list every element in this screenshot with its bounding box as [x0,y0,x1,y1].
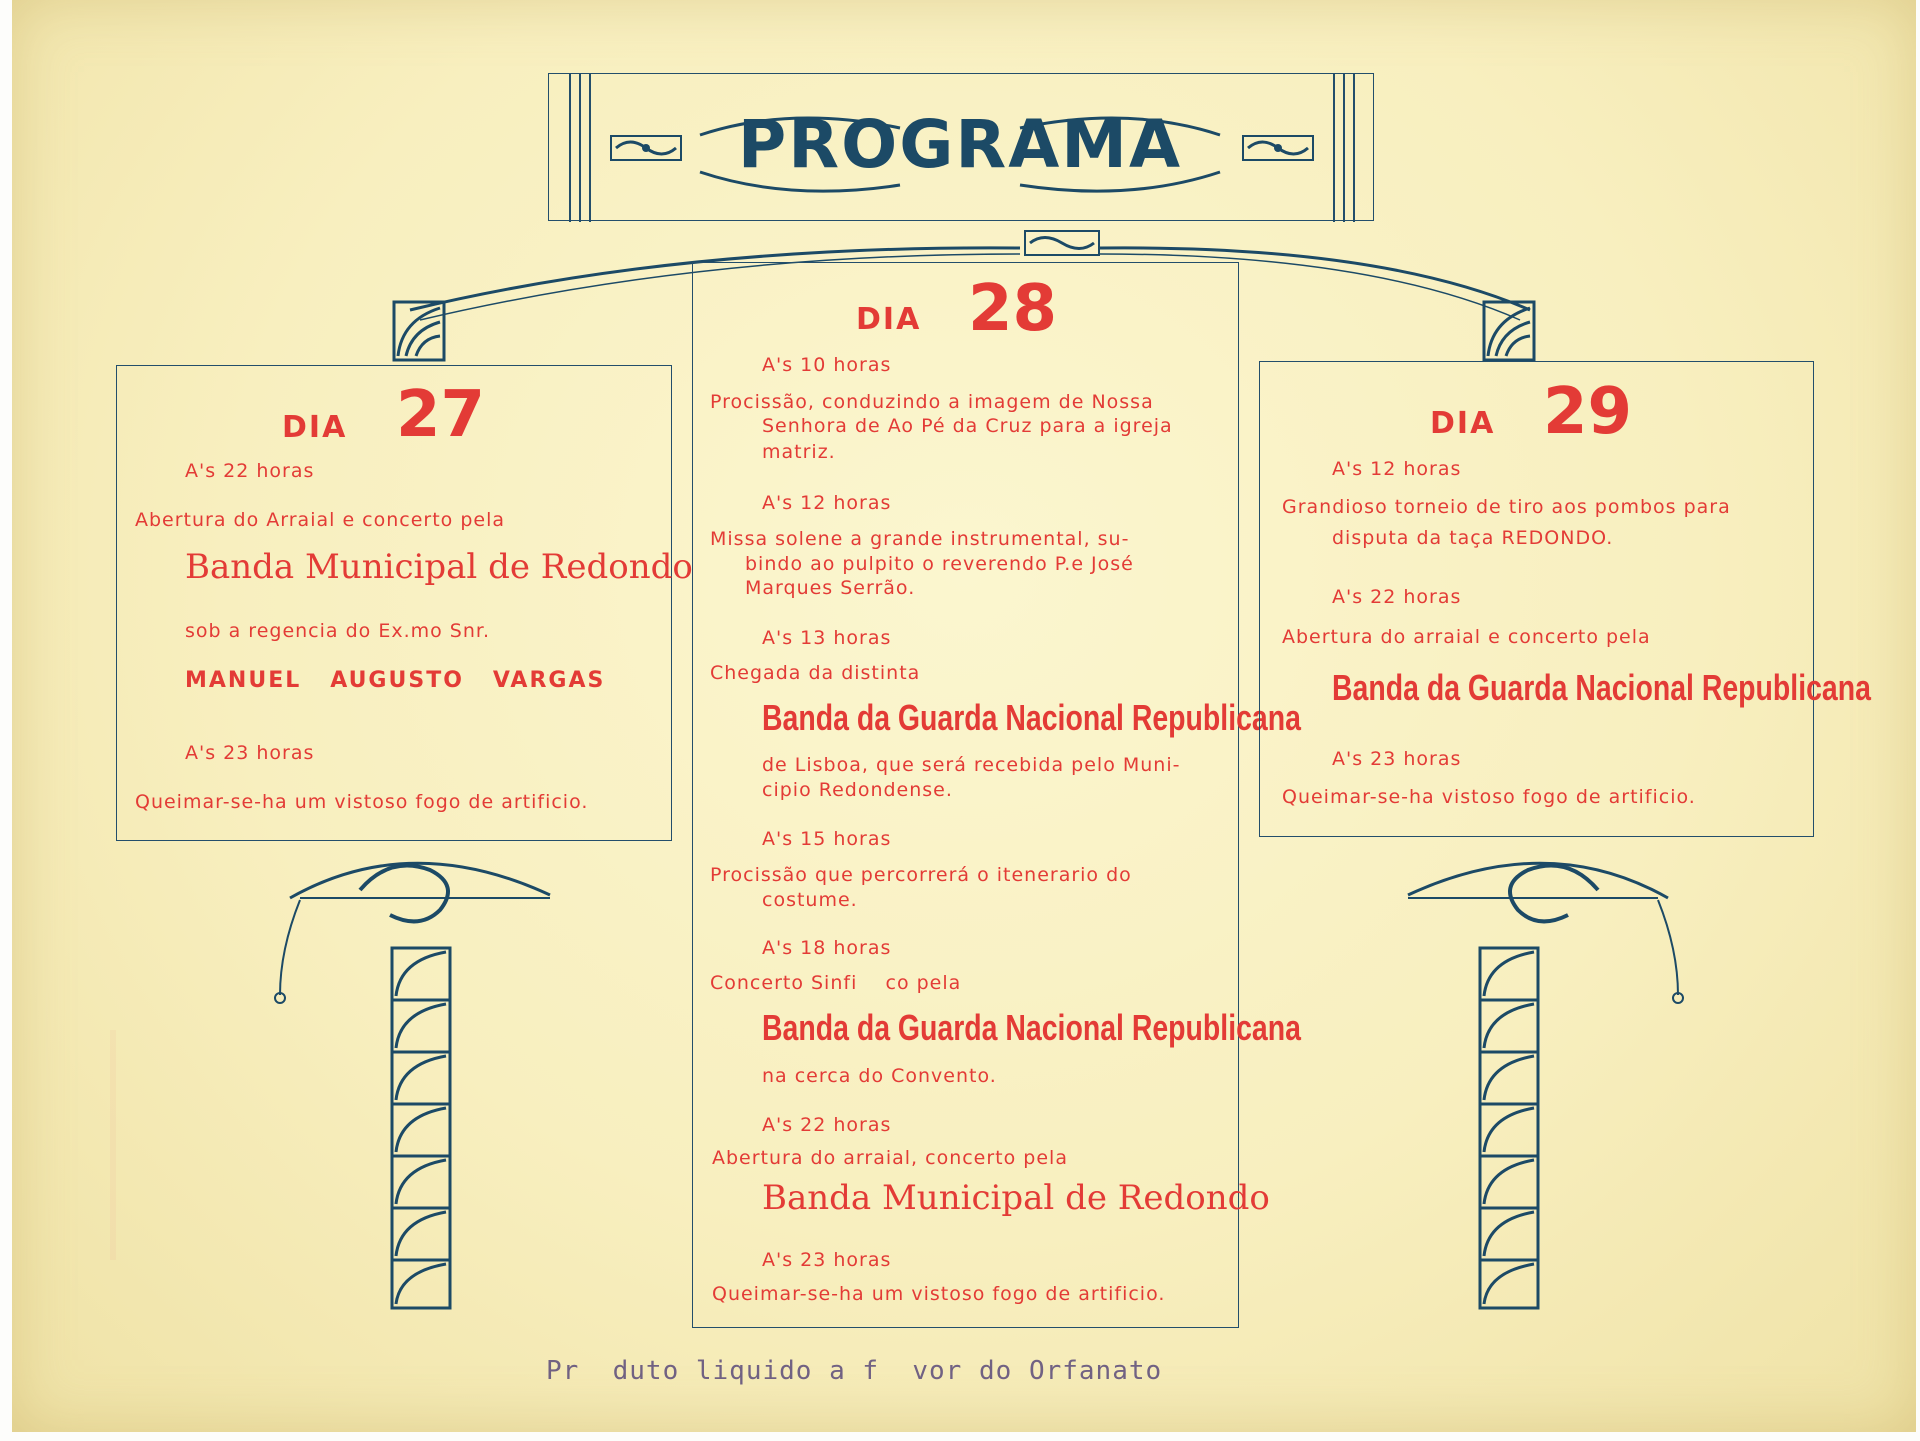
day-28-text-4-line-1: de Lisboa, que será recebida pelo Muni- [762,754,1181,776]
day-29-text-1-line-1: Grandioso torneio de tiro aos pombos para [1282,496,1731,518]
day-28-hour-5: A's 18 horas [762,937,892,959]
day-28-text-2-line-3: Marques Serrão. [745,577,916,599]
day-28-hour-1: A's 10 horas [762,354,892,376]
day-29-hour-1: A's 12 horas [1332,458,1462,480]
day-28-text-9: Queimar-se-ha um vistoso fogo de artificio. [712,1283,1166,1305]
day-28-text-1-line-3: matriz. [762,441,836,463]
day-27-text-2: sob a regencia do Ex.mo Snr. [185,620,490,642]
day-27-text-1: Abertura do Arraial e concerto pela [135,509,506,531]
day-28-hour-6: A's 22 horas [762,1114,892,1136]
ornament-right-top-icon [1482,300,1536,362]
day-28-band-2: Banda da Guarda Nacional Republicana [762,1007,1301,1048]
day-28-text-5-line-1: Procissão que percorrerá o itenerario do [710,864,1132,886]
day-27-band-1: Banda Municipal de Redondo [185,547,693,587]
day-28-text-8: Abertura do arraial, concerto pela [712,1147,1068,1169]
day-29-text-3: Queimar-se-ha vistoso fogo de artificio. [1282,786,1696,808]
day-29-number: 29 [1543,375,1633,449]
day-28-hour-3: A's 13 horas [762,627,892,649]
day-27-hour-1: A's 22 horas [185,460,315,482]
day-29-text-2: Abertura do arraial e concerto pela [1282,626,1651,648]
day-28-text-2-line-1: Missa solene a grande instrumental, su- [710,528,1130,550]
day-28-number: 28 [968,272,1058,346]
day-29-hour-3: A's 23 horas [1332,748,1462,770]
day-28-hour-4: A's 15 horas [762,828,892,850]
day-28-text-4-line-2: cipio Redondense. [762,779,953,801]
footer-stamp: Pr duto liquido a f vor do Orfanato [546,1356,1163,1386]
day-29-hour-2: A's 22 horas [1332,586,1462,608]
day-28-hour-2: A's 12 horas [762,492,892,514]
day-28-text-2-line-2: bindo ao pulpito o reverendo P.e José [745,553,1134,575]
day-27-panel [116,365,672,841]
day-29-dia-label: DIA [1430,406,1496,441]
day-28-text-7: na cerca do Convento. [762,1065,997,1087]
day-28-dia-label: DIA [856,302,922,337]
day-27-hour-2: A's 23 horas [185,742,315,764]
ornament-left-top-icon [392,300,446,362]
day-28-hour-7: A's 23 horas [762,1249,892,1271]
day-28-text-1-line-1: Procissão, conduzindo a imagem de Nossa [710,391,1154,413]
day-28-band-1: Banda da Guarda Nacional Republicana [762,697,1301,738]
day-28-text-6: Concerto Sinfi co pela [710,972,962,994]
day-28-text-1-line-2: Senhora de Ao Pé da Cruz para a igreja [762,415,1173,437]
day-29-band-1: Banda da Guarda Nacional Republicana [1332,667,1871,708]
day-29-text-1-line-2: disputa da taça REDONDO. [1332,527,1614,549]
page-title: PROGRAMA [737,106,1183,183]
day-28-band-3: Banda Municipal de Redondo [762,1178,1270,1218]
day-28-text-3: Chegada da distinta [710,662,921,684]
day-27-conductor: MANUEL AUGUSTO VARGAS [185,668,606,693]
day-28-text-5-line-2: costume. [762,889,858,911]
day-27-dia-label: DIA [282,410,348,445]
day-27-number: 27 [396,378,486,452]
ornament-right-pillar-icon [1388,840,1688,1320]
ornament-title-swash-icon [640,110,1280,200]
ornament-left-pillar-icon [270,840,570,1320]
day-27-text-3: Queimar-se-ha um vistoso fogo de artificio. [135,791,589,813]
